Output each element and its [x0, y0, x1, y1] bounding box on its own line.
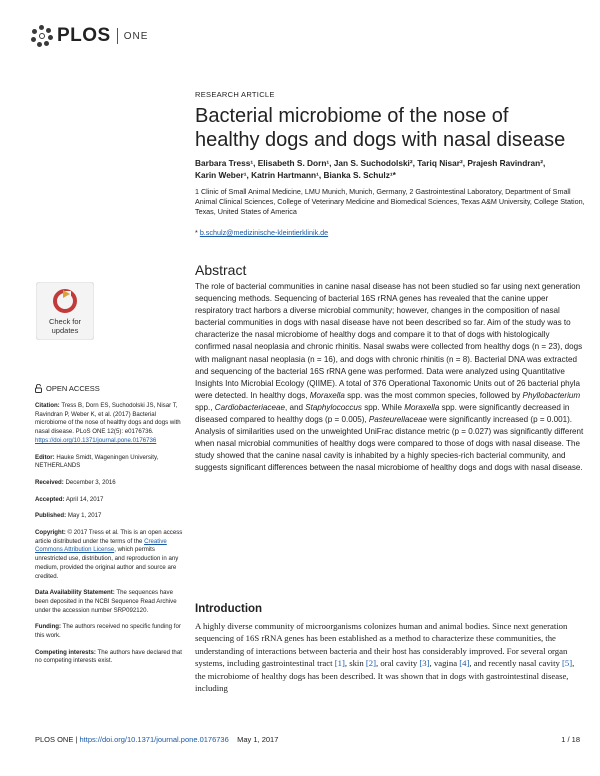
abstract-text: were significantly increased (p = 0.001). Analysis of similarities used on the unweighted UniFrac distance metric (p = 0.027) was significantly different when nasal microbial communities of healthy dogs were compared to those of dogs with nasal disease. The study showed that the canine nasal cavity is inhabited by a highly species-rich bacterial community, and suggests significant differences between the nasal microbiome of healthy dogs and dogs with nasal disease.: [195, 415, 584, 473]
funding-block: [35, 623, 185, 640]
open-access-text: OPEN ACCESS: [46, 384, 100, 393]
footer-separator: |: [73, 735, 80, 744]
plos-wordmark: PLOS: [57, 25, 111, 46]
data-availability-label: Data Availability Statement:: [35, 589, 115, 597]
copyright-label: Copyright:: [35, 529, 66, 537]
journal-name: ONE: [123, 30, 149, 42]
competing-interests-block: [35, 649, 185, 666]
citation-doi-link[interactable]: https://doi.org/10.1371/journal.pone.0176736: [35, 436, 157, 444]
intro-text: , skin: [344, 658, 366, 669]
taxon-name: Staphylococcus: [305, 402, 362, 412]
citation-label: Citation:: [35, 402, 60, 409]
editor-label: Editor:: [35, 453, 55, 461]
intro-text: , vagina: [429, 658, 460, 669]
citation-block: [35, 402, 185, 446]
taxon-name: Phyllobacterium: [522, 390, 581, 400]
article-metadata-sidebar: [35, 402, 185, 674]
accepted-label: Accepted:: [35, 495, 65, 503]
taxon-name: Pasteurellaceae: [368, 415, 427, 425]
taxon-name: Moraxella: [404, 402, 440, 412]
page-number: 1 / 18: [561, 735, 580, 744]
author-list: [195, 157, 585, 181]
abstract-body: [195, 281, 587, 475]
copyright-text-2: , which permits unrestricted use, distribution, and reproduction in any medium, provided the original author and source are credited.: [35, 546, 179, 580]
reference-link-3[interactable]: [3]: [419, 658, 430, 669]
reference-link-5[interactable]: [5]: [562, 658, 573, 669]
received-date: December 3, 2016: [65, 478, 116, 486]
footer-doi-link[interactable]: https://doi.org/10.1371/journal.pone.0176736: [79, 735, 229, 744]
logo-divider: [117, 28, 118, 44]
footer-date: May 1, 2017: [237, 735, 279, 744]
intro-text: , the microbiome of healthy dogs has been described. It was shown that in dogs with gastrointestinal disease, including: [195, 658, 575, 694]
article-type: RESEARCH ARTICLE: [195, 90, 275, 99]
abstract-text: spp. While: [361, 402, 405, 412]
taxon-name: Moraxella: [309, 390, 345, 400]
open-access-label: [35, 384, 100, 393]
accepted-date: April 14, 2017: [65, 495, 104, 503]
abstract-text: , and: [285, 402, 306, 412]
reference-link-4[interactable]: [4]: [459, 658, 470, 669]
page-footer: [35, 735, 580, 744]
authors-line-1[interactable]: Barbara Tress¹, Elisabeth S. Dorn¹, Jan S. Suchodolski², Tariq Nisar², Prajesh Ravindran²,: [195, 158, 546, 168]
corresponding-mark: *: [195, 228, 198, 237]
abstract-text: The role of bacterial communities in canine nasal disease has not been studied so far using next generation sequencing methods. Sequencing of bacterial 16S rRNA genes has revealed that the canine upper respiratory tract harbors a diverse microbial community; however, changes in the composition of nasal bacterial communities in dogs with nasal disease have not been described so far. Aim of the study was to characterize the nasal microbiome of healthy dogs and compare it to that of dogs with histologically confirmed nasal neoplasia and chronic rhinitis. Nasal swabs were collected from healthy dogs (n = 23), dogs with malignant nasal neoplasia (n = 16), and dogs with chronic rhinitis (n = 8). Bacterial DNA was extracted and sequencing of the bacterial 16S rRNA gene was performed. Data were analyzed using Quantitative Insights Into Microbial Ecology (QIIME). A total of 376 Operational Taxonomic Units out of 26 bacterial phyla were detected. In healthy dogs,: [195, 282, 583, 400]
funding-text: The authors received no specific funding for this work.: [35, 623, 181, 640]
published-date: May 1, 2017: [67, 512, 102, 520]
citation-text: Tress B, Dorn ES, Suchodolski JS, Nisar T, Ravindran P, Weber K, et al. (2017) Bacterial microbiome of the nose of healthy dogs and dogs with nasal disease. PLoS ONE 12(5): e0176736.: [35, 402, 181, 436]
abstract-heading: Abstract: [195, 262, 247, 278]
reference-link-1[interactable]: [1]: [334, 658, 345, 669]
plos-dots-icon: [31, 25, 53, 47]
editor-block: [35, 454, 185, 471]
open-lock-icon: [35, 384, 42, 393]
published-label: Published:: [35, 512, 67, 520]
corresponding-author: [195, 228, 328, 237]
cc-license-link[interactable]: Creative Commons Attribution License: [35, 537, 167, 554]
editor-text: Hauke Smidt, Wageningen University, NETHERLANDS: [35, 453, 159, 470]
badge-line-1: Check for: [48, 317, 82, 326]
introduction-heading: Introduction: [195, 603, 263, 615]
received-label: Received:: [35, 478, 64, 486]
intro-text: , oral cavity: [375, 658, 420, 669]
footer-journal: PLOS ONE: [35, 735, 74, 744]
article-title: Bacterial microbiome of the nose of healthy dogs and dogs with nasal disease: [195, 105, 566, 151]
abstract-text: spp.,: [195, 402, 215, 412]
badge-line-2: updates: [51, 326, 79, 335]
copyright-text-1: © 2017 Tress et al. This is an open access article distributed under the terms of the: [35, 529, 183, 545]
competing-interests-label: Competing interests:: [35, 648, 96, 656]
taxon-name: Cardiobacteriaceae: [214, 402, 285, 412]
funding-label: Funding:: [35, 623, 62, 631]
abstract-text: spp. was the most common species, followed by: [344, 390, 523, 400]
introduction-body: [195, 620, 587, 694]
plos-one-logo[interactable]: [31, 25, 148, 47]
published-block: [35, 512, 185, 521]
authors-line-2[interactable]: Karin Weber¹, Katrin Hartmann¹, Bianka S. Schulz¹*: [195, 170, 396, 180]
intro-text: A highly diverse community of microorganisms colonizes human and animal bodies. Since next generation sequencing of 16S rRNA genes has been established as a method to characterize these communities, the understanding of interactions between bacteria and their host has considerably improved. For several organ systems, including gastrointestinal tract: [195, 621, 568, 669]
intro-text: , and recently nasal cavity: [469, 658, 563, 669]
received-block: [35, 479, 185, 488]
corresponding-email-link[interactable]: b.schulz@medizinische-kleintierklinik.de: [199, 228, 329, 237]
data-availability-text: The sequences have been deposited in the NCBI Sequence Read Archive under the accession number SRP092120.: [35, 589, 177, 614]
copyright-block: [35, 529, 185, 581]
reference-link-2[interactable]: [2]: [365, 658, 376, 669]
check-for-updates-badge[interactable]: [36, 282, 94, 340]
affiliations: 1 Clinic of Small Animal Medicine, LMU Munich, Munich, Germany, 2 Gastrointestinal Laboratory, Department of Small Animal Clinical Sciences, College of Veterinary Medicine and Biomedical Sciences, Texas A&M University, College Station, Texas, United States of America: [195, 187, 585, 216]
data-availability-block: [35, 589, 185, 615]
competing-interests-text: The authors have declared that no competing interests exist.: [35, 648, 182, 665]
accepted-block: [35, 496, 185, 505]
abstract-text: spp. were significantly decreased in diseased compared to healthy dogs (p = 0.005),: [195, 402, 570, 425]
